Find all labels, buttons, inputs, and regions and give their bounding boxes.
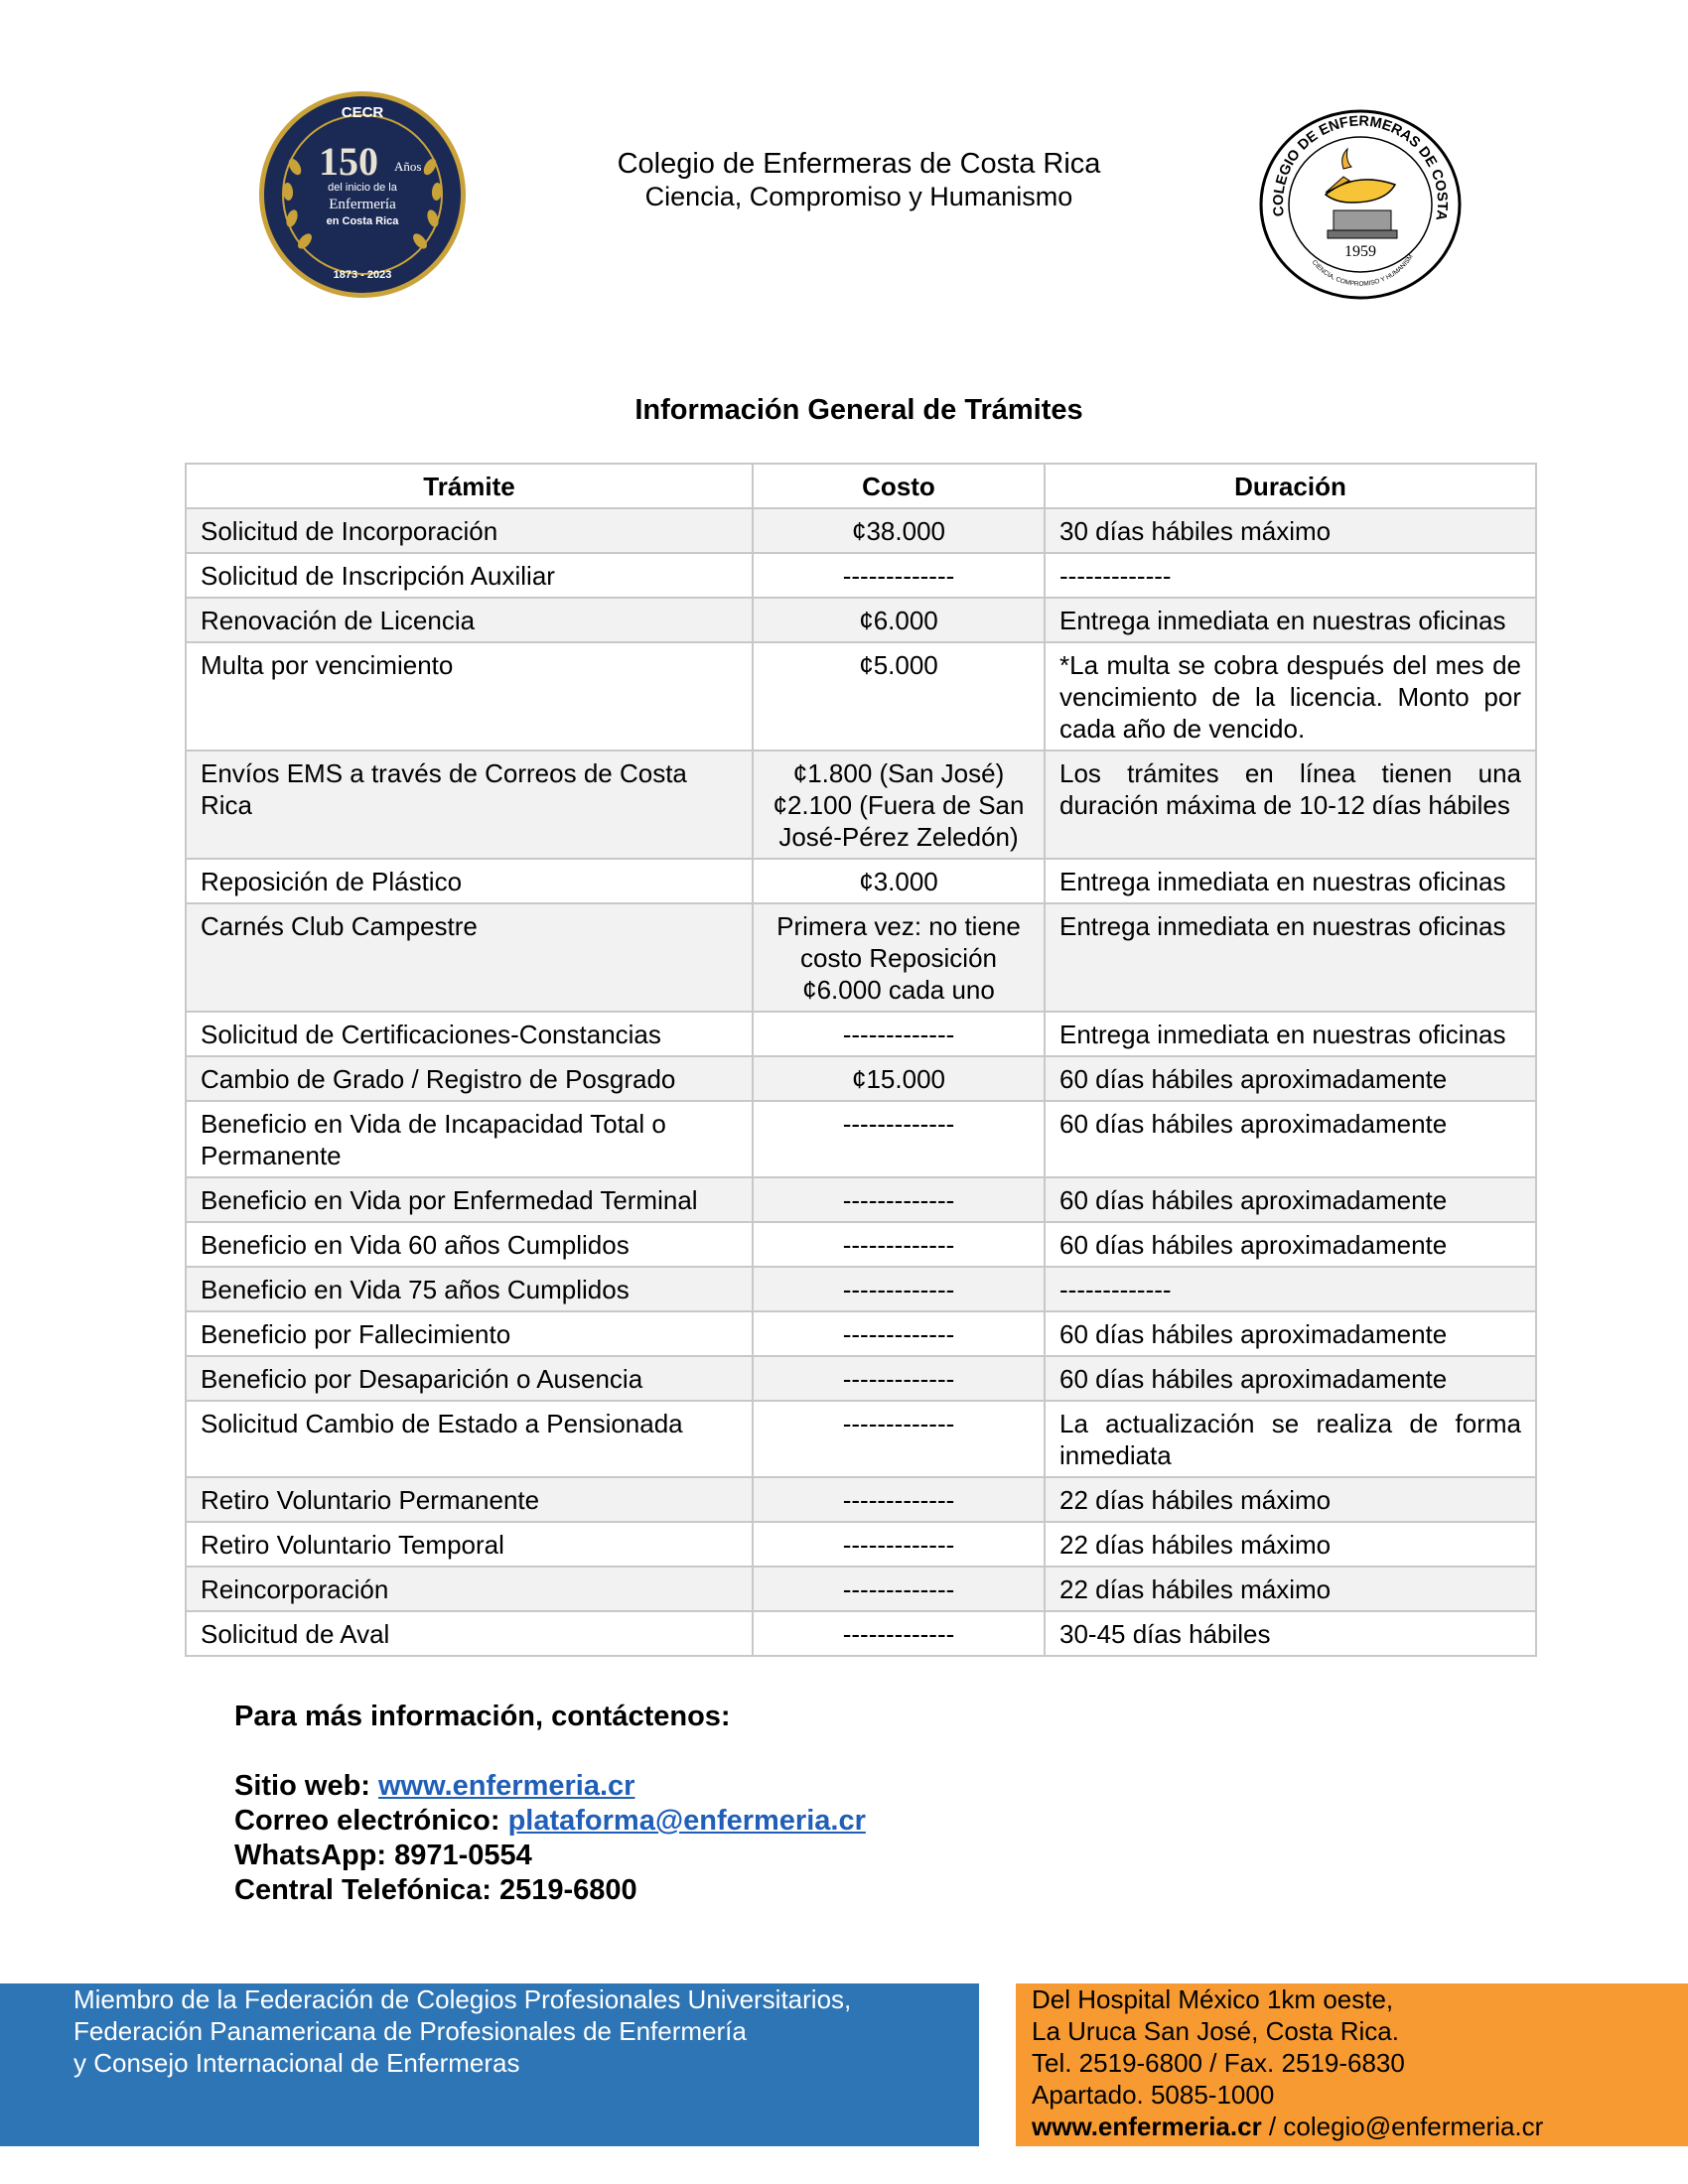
cell-costo: ------------- [753, 553, 1045, 598]
organization-name: Colegio de Enfermeras de Costa Rica [617, 148, 1101, 180]
table-row [186, 1101, 1536, 1177]
table-row [186, 598, 1536, 642]
seal-year-text: 1959 [1344, 243, 1376, 260]
cell-duracion: Los trámites en línea tienen una duración máxima de 10-12 días hábiles [1045, 751, 1536, 859]
table-row [186, 903, 1536, 1012]
cell-tramite: Envíos EMS a través de Correos de Costa Rica [186, 751, 753, 859]
cell-duracion: *La multa se cobra después del mes de vencimiento de la licencia. Monto por cada año de vencido. [1045, 642, 1536, 751]
cell-duracion: Entrega inmediata en nuestras oficinas [1045, 859, 1536, 903]
cell-duracion: Entrega inmediata en nuestras oficinas [1045, 903, 1536, 1012]
cell-tramite: Beneficio por Desaparición o Ausencia [186, 1356, 753, 1401]
seal-ring-text: COLEGIO DE ENFERMERAS DE COSTA [1270, 113, 1451, 221]
footer-right-line-4: Apartado. 5085-1000 [1032, 2080, 1275, 2110]
contact-whatsapp: WhatsApp: 8971-0554 [234, 1840, 532, 1871]
table-row [186, 1222, 1536, 1267]
footer-left-line-3: y Consejo Internacional de Enfermeras [73, 2048, 520, 2078]
organization-tagline: Ciencia, Compromiso y Humanismo [644, 182, 1073, 211]
table-row [186, 1177, 1536, 1222]
cell-tramite: Solicitud de Inscripción Auxiliar [186, 553, 753, 598]
cell-tramite: Solicitud de Aval [186, 1611, 753, 1656]
table-row [186, 751, 1536, 859]
cell-costo: ------------- [753, 1177, 1045, 1222]
organization-header [536, 147, 1182, 212]
table-row [186, 508, 1536, 553]
cell-costo: ------------- [753, 1311, 1045, 1356]
logo-150-text: 150 [319, 139, 378, 184]
cell-tramite: Beneficio en Vida 60 años Cumplidos [186, 1222, 753, 1267]
cell-tramite: Beneficio en Vida por Enfermedad Terminal [186, 1177, 753, 1222]
cell-costo: ------------- [753, 1401, 1045, 1477]
table-row [186, 1611, 1536, 1656]
table-row [186, 1401, 1536, 1477]
cell-duracion: ------------- [1045, 1267, 1536, 1311]
cell-tramite: Beneficio en Vida de Incapacidad Total o Permanente [186, 1101, 753, 1177]
cell-costo: ------------- [753, 1567, 1045, 1611]
cell-costo: ------------- [753, 1356, 1045, 1401]
header-duracion: Duración [1045, 464, 1536, 508]
logo-cecr-text: CECR [341, 104, 384, 121]
table-row [186, 553, 1536, 598]
cell-duracion: 60 días hábiles aproximadamente [1045, 1311, 1536, 1356]
cell-duracion: ------------- [1045, 553, 1536, 598]
cell-duracion: Entrega inmediata en nuestras oficinas [1045, 598, 1536, 642]
cell-tramite: Carnés Club Campestre [186, 903, 753, 1012]
table-row [186, 1477, 1536, 1522]
contact-heading: Para más información, contáctenos: [234, 1701, 731, 1732]
footer-right-line-2: La Uruca San José, Costa Rica. [1032, 2016, 1399, 2046]
cell-costo: ------------- [753, 1522, 1045, 1567]
contact-website-line [234, 1769, 866, 1804]
contact-email-line [234, 1804, 866, 1839]
website-link[interactable]: www.enfermeria.cr [378, 1770, 635, 1802]
cell-duracion: Entrega inmediata en nuestras oficinas [1045, 1012, 1536, 1056]
table-row [186, 642, 1536, 751]
logo-anos-text: Años [394, 159, 422, 174]
cell-tramite: Cambio de Grado / Registro de Posgrado [186, 1056, 753, 1101]
footer-address-band [1016, 1983, 1688, 2146]
cell-costo: ¢6.000 [753, 598, 1045, 642]
cell-costo: ¢3.000 [753, 859, 1045, 903]
logo-line4-text: en Costa Rica [326, 215, 399, 227]
footer-left-line-1: Miembro de la Federación de Colegios Profesionales Universitarios, [73, 1984, 852, 2014]
cell-costo: ------------- [753, 1012, 1045, 1056]
table-row [186, 1311, 1536, 1356]
cell-costo: ¢1.800 (San José) ¢2.100 (Fuera de San José-Pérez Zeledón) [753, 751, 1045, 859]
cell-duracion: 22 días hábiles máximo [1045, 1477, 1536, 1522]
cell-costo: ------------- [753, 1477, 1045, 1522]
seal-motto-text: CIENCIA, COMPROMISO Y HUMANISM [1310, 253, 1415, 288]
tramites-table [185, 463, 1537, 1657]
cell-tramite: Beneficio por Fallecimiento [186, 1311, 753, 1356]
cell-costo: ¢38.000 [753, 508, 1045, 553]
cell-duracion: 60 días hábiles aproximadamente [1045, 1222, 1536, 1267]
logo-years-text: 1873 - 2023 [333, 269, 392, 281]
cell-tramite: Solicitud de Incorporación [186, 508, 753, 553]
cell-tramite: Reincorporación [186, 1567, 753, 1611]
cell-duracion: La actualización se realiza de forma inmediata [1045, 1401, 1536, 1477]
footer-right-line-5 [1032, 2111, 1543, 2142]
contact-section [234, 1700, 866, 1908]
colegio-seal-logo [1256, 107, 1465, 302]
table-row [186, 1522, 1536, 1567]
cell-tramite: Renovación de Licencia [186, 598, 753, 642]
cell-costo: ¢5.000 [753, 642, 1045, 751]
table-row [186, 1567, 1536, 1611]
footer-left-line-2: Federación Panamericana de Profesionales de Enfermería [73, 2016, 747, 2046]
cell-duracion: 60 días hábiles aproximadamente [1045, 1356, 1536, 1401]
cell-tramite: Multa por vencimiento [186, 642, 753, 751]
header-tramite: Trámite [186, 464, 753, 508]
cell-tramite: Beneficio en Vida 75 años Cumplidos [186, 1267, 753, 1311]
cell-tramite: Solicitud Cambio de Estado a Pensionada [186, 1401, 753, 1477]
logo-line2-text: del inicio de la [328, 182, 397, 194]
cecr-150-anniversary-logo [255, 87, 470, 302]
cell-costo: ------------- [753, 1267, 1045, 1311]
footer-email: / colegio@enfermeria.cr [1261, 2112, 1544, 2141]
email-link[interactable]: plataforma@enfermeria.cr [507, 1805, 866, 1837]
cell-costo: ------------- [753, 1222, 1045, 1267]
footer-website[interactable]: www.enfermeria.cr [1032, 2112, 1262, 2141]
cell-costo: ------------- [753, 1611, 1045, 1656]
cell-costo: ------------- [753, 1101, 1045, 1177]
website-label: Sitio web: [234, 1770, 378, 1802]
table-row [186, 859, 1536, 903]
cell-tramite: Reposición de Plástico [186, 859, 753, 903]
cell-duracion: 60 días hábiles aproximadamente [1045, 1177, 1536, 1222]
tramites-table-container [185, 463, 1535, 1657]
email-label: Correo electrónico: [234, 1805, 508, 1837]
cell-duracion: 22 días hábiles máximo [1045, 1567, 1536, 1611]
cell-duracion: 22 días hábiles máximo [1045, 1522, 1536, 1567]
logo-line3-text: Enfermería [329, 197, 396, 212]
cell-duracion: 30 días hábiles máximo [1045, 508, 1536, 553]
footer-right-line-1: Del Hospital México 1km oeste, [1032, 1984, 1394, 2014]
document-title: Información General de Trámites [634, 394, 1083, 426]
table-row [186, 1056, 1536, 1101]
cell-tramite: Retiro Voluntario Permanente [186, 1477, 753, 1522]
table-row [186, 1012, 1536, 1056]
table-header-row [186, 464, 1536, 508]
footer-right-line-3: Tel. 2519-6800 / Fax. 2519-6830 [1032, 2048, 1405, 2078]
cell-duracion: 60 días hábiles aproximadamente [1045, 1101, 1536, 1177]
table-row [186, 1356, 1536, 1401]
cell-costo: Primera vez: no tiene costo Reposición ¢6.000 cada uno [753, 903, 1045, 1012]
cell-costo: ¢15.000 [753, 1056, 1045, 1101]
cell-tramite: Solicitud de Certificaciones-Constancias [186, 1012, 753, 1056]
header-costo: Costo [753, 464, 1045, 508]
table-body [186, 508, 1536, 1656]
contact-phone: Central Telefónica: 2519-6800 [234, 1874, 637, 1906]
footer-membership-band [0, 1983, 979, 2146]
cell-tramite: Retiro Voluntario Temporal [186, 1522, 753, 1567]
cell-duracion: 30-45 días hábiles [1045, 1611, 1536, 1656]
table-row [186, 1267, 1536, 1311]
cell-duracion: 60 días hábiles aproximadamente [1045, 1056, 1536, 1101]
